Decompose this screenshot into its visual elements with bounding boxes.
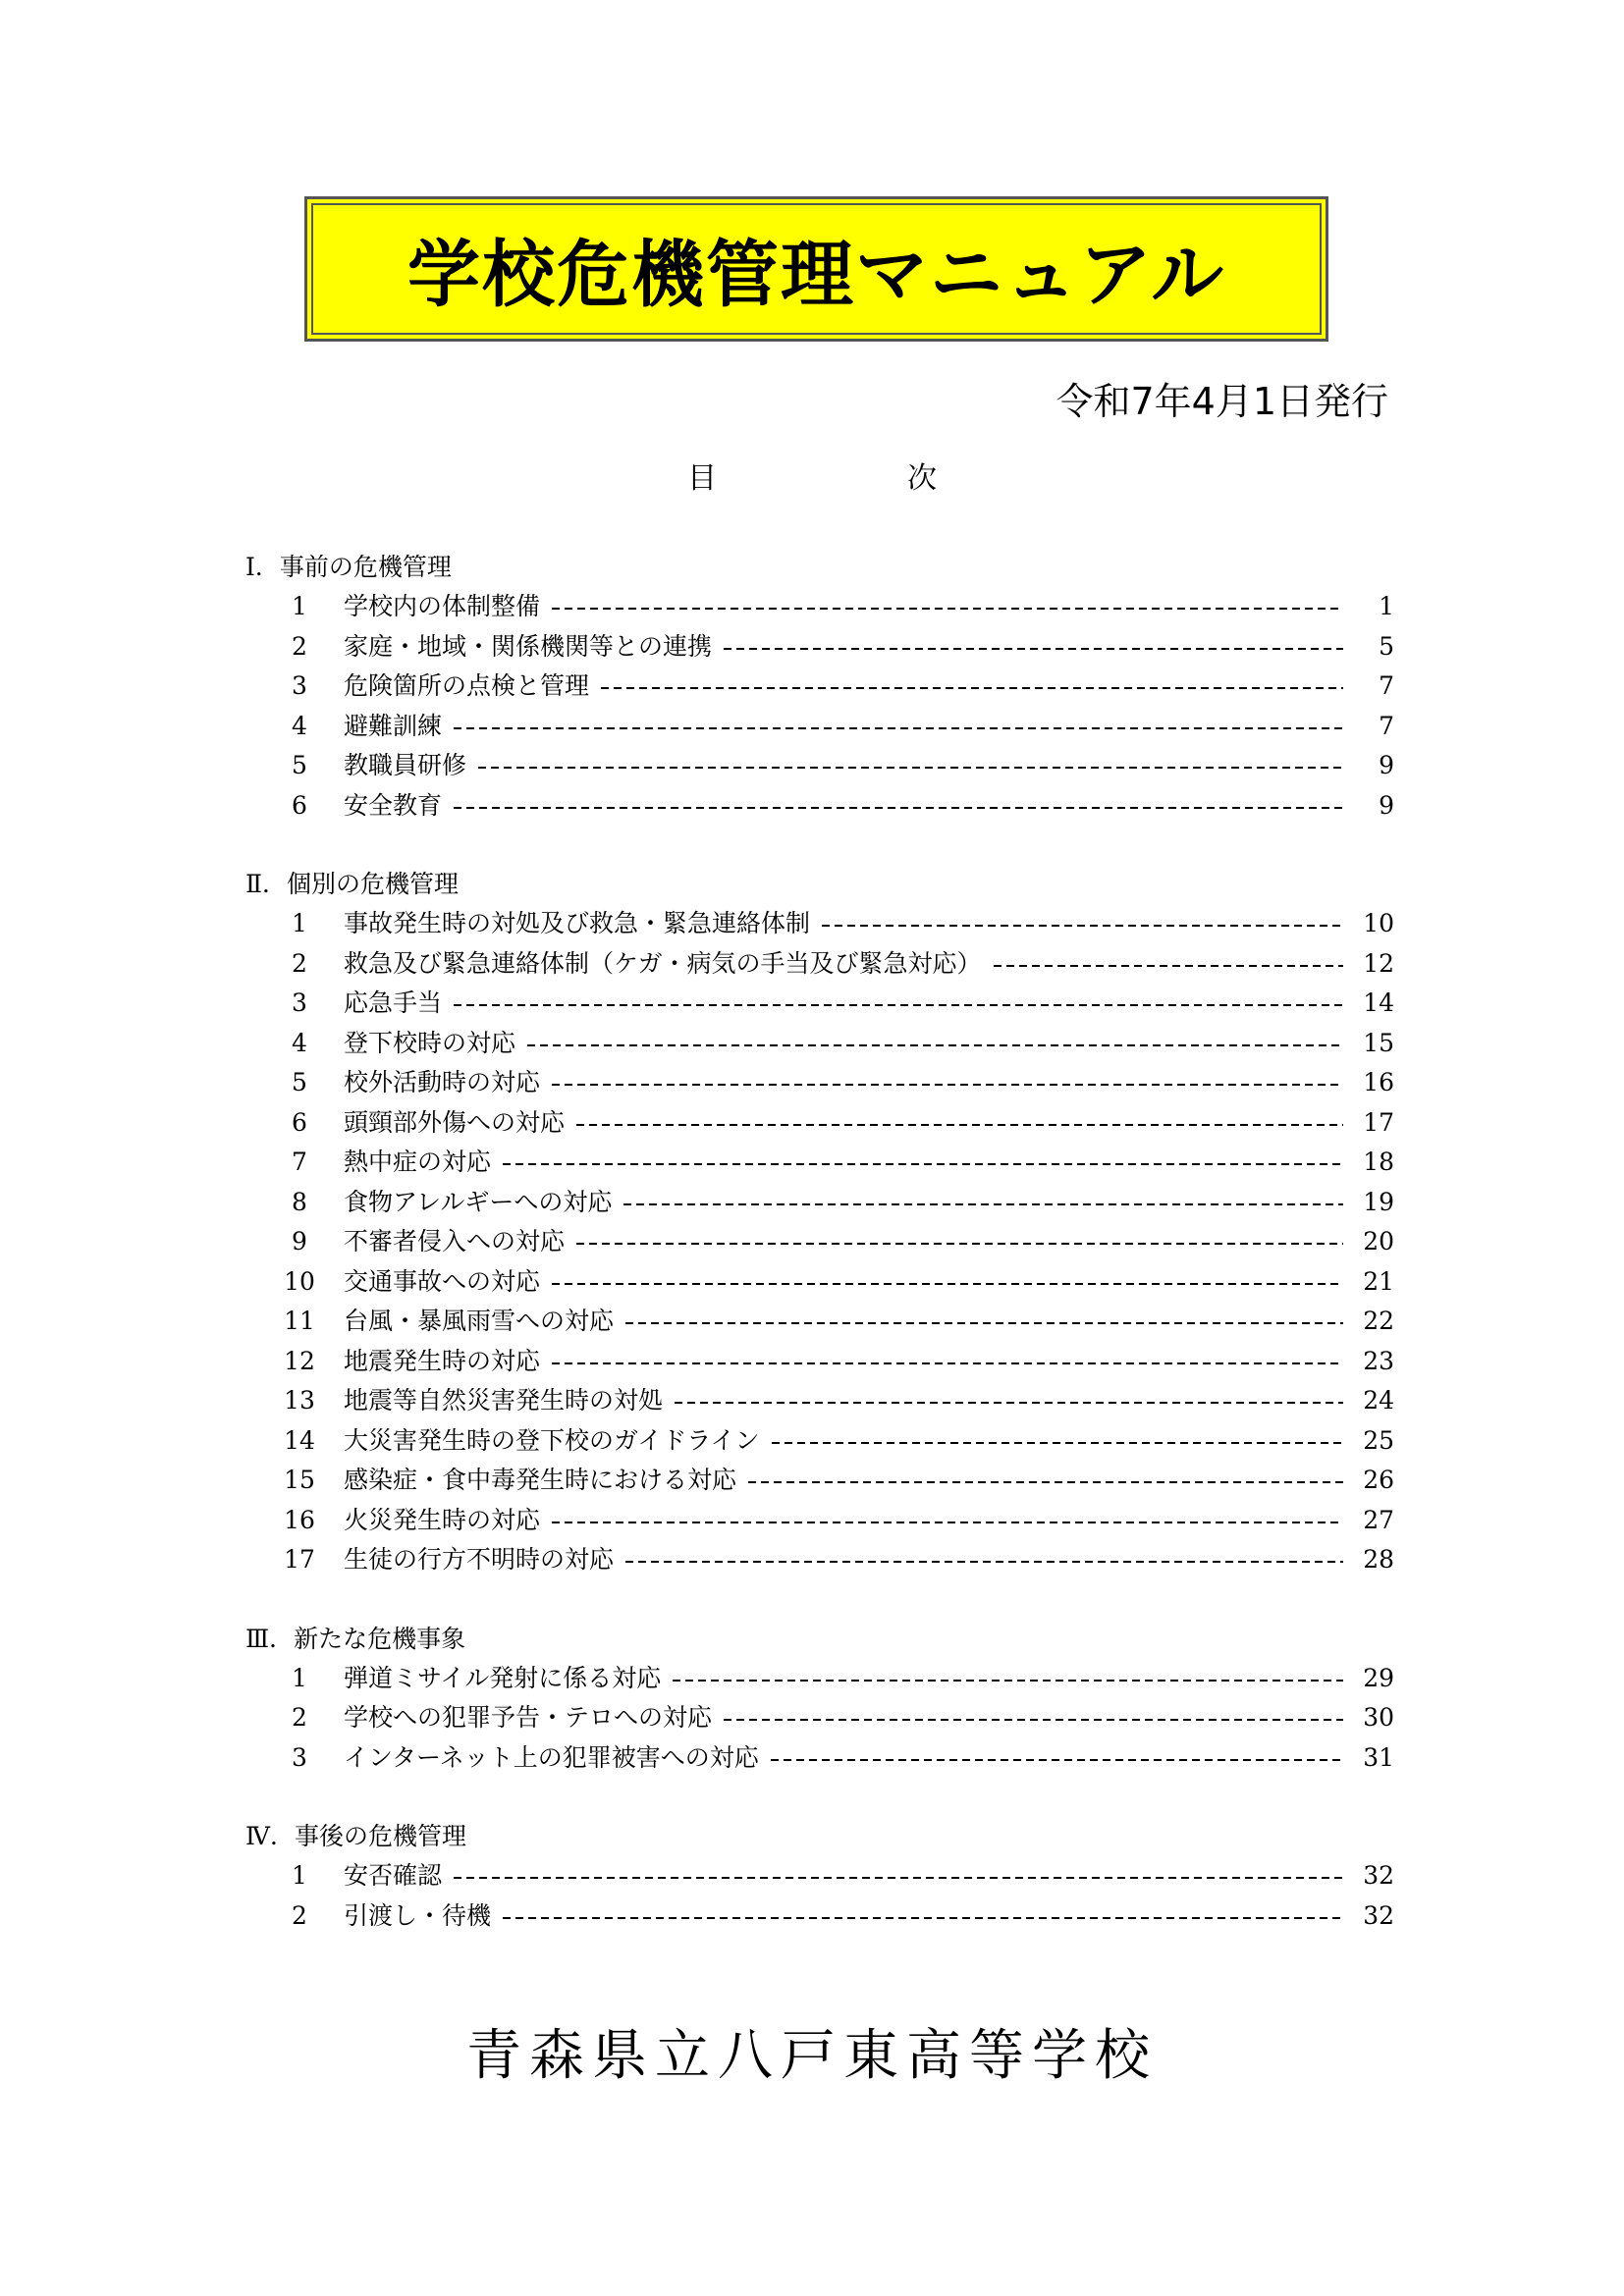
toc-entry: [245, 1103, 1394, 1144]
toc-entry: [245, 707, 1394, 747]
toc-entry: [245, 1896, 1394, 1937]
toc-section: [245, 548, 1394, 826]
toc-entry-number: 3: [292, 988, 307, 1017]
toc-entry-label: 学校への犯罪予告・テロへの対応: [344, 1703, 713, 1732]
toc-entry-label: 安否確認: [344, 1861, 443, 1890]
toc-leader-line: [994, 965, 1343, 967]
toc-entry-page: 12: [1363, 948, 1394, 978]
toc-entry-label: 生徒の行方不明時の対応: [344, 1545, 615, 1574]
toc-entry: [245, 1024, 1394, 1064]
toc-entry-page: 10: [1363, 909, 1394, 937]
toc-entry-number: 3: [292, 671, 307, 700]
toc-entry-page: 29: [1363, 1663, 1394, 1692]
toc-entry-label: 食物アレルギーへの対応: [344, 1187, 613, 1216]
toc-leader-line: [623, 1203, 1343, 1205]
toc-section-title: Ⅰ．事前の危機管理: [245, 553, 452, 581]
toc-entry-label: 事故発生時の対処及び救急・緊急連絡体制: [344, 909, 811, 937]
toc-entry: [245, 1421, 1394, 1462]
toc-leader-line: [478, 767, 1343, 769]
toc-entry-label: 頭頸部外傷への対応: [344, 1107, 566, 1137]
toc-entry: [245, 1342, 1394, 1382]
toc-entry-label: 火災発生時の対応: [344, 1505, 541, 1534]
toc-entry: [245, 1183, 1394, 1223]
toc-entry: [245, 1659, 1394, 1699]
toc-entry-number: 4: [292, 1028, 307, 1057]
toc-entry-label: 家庭・地域・関係機関等との連携: [344, 631, 713, 661]
toc-entry-label: 学校内の体制整備: [344, 592, 541, 620]
toc-entry: [245, 1143, 1394, 1183]
issue-date: 令和7年4月1日発行: [1056, 380, 1388, 423]
toc-entry-number: 3: [292, 1742, 307, 1772]
toc-entry-label: 不審者侵入への対応: [344, 1227, 566, 1255]
toc-leader-line: [576, 1124, 1343, 1126]
toc-leader-line: [625, 1322, 1343, 1324]
toc-leader-line: [454, 807, 1343, 809]
toc-entry-number: 17: [284, 1545, 315, 1574]
toc-entry-number: 1: [292, 1663, 307, 1692]
toc-entry: [245, 1063, 1394, 1103]
toc-entry-label: インターネット上の犯罪被害への対応: [344, 1742, 759, 1772]
toc-entry-page: 5: [1379, 631, 1394, 661]
toc-entry-number: 15: [284, 1466, 315, 1494]
toc-entry: [245, 1856, 1394, 1896]
toc-entry-number: 2: [292, 631, 307, 661]
toc-entry-page: 16: [1363, 1068, 1394, 1096]
toc-entry-page: 32: [1363, 1900, 1394, 1930]
toc-entry-number: 14: [284, 1425, 315, 1455]
toc-entry-page: 28: [1363, 1545, 1394, 1574]
toc-entry-page: 9: [1379, 790, 1394, 820]
toc-entry-number: 6: [292, 1107, 307, 1137]
toc-leader-line: [675, 1402, 1343, 1404]
toc-entry-page: 23: [1363, 1346, 1394, 1375]
toc-entry: [245, 1222, 1394, 1262]
toc-entry-label: 熱中症の対応: [344, 1148, 492, 1176]
toc-entry-page: 1: [1379, 592, 1394, 620]
table-of-contents: [245, 548, 1394, 1975]
toc-entry: [245, 587, 1394, 627]
toc-leader-line: [503, 1917, 1343, 1919]
toc-entry-label: 応急手当: [344, 988, 443, 1017]
toc-section-title: Ⅳ．事後の危機管理: [245, 1822, 466, 1850]
toc-entry-page: 30: [1363, 1703, 1394, 1732]
toc-entry: [245, 1262, 1394, 1303]
toc-entry: [245, 667, 1394, 707]
toc-entry-number: 1: [292, 1861, 307, 1890]
toc-entry-label: 救急及び緊急連絡体制（ケガ・病気の手当及び緊急対応）: [344, 948, 982, 978]
toc-entry-page: 9: [1379, 751, 1394, 779]
toc-leader-line: [454, 727, 1343, 729]
toc-entry-number: 10: [284, 1266, 315, 1296]
toc-entry: [245, 1698, 1394, 1738]
toc-section: [245, 865, 1394, 1580]
toc-leader-line: [552, 1362, 1343, 1364]
toc-entry-label: 避難訓練: [344, 711, 443, 740]
toc-section-title: Ⅲ．新たな危機事象: [245, 1624, 466, 1653]
toc-entry-page: 19: [1363, 1187, 1394, 1216]
toc-entry: [245, 746, 1394, 786]
toc-leader-line: [625, 1561, 1343, 1563]
toc-leader-line: [552, 1522, 1343, 1523]
toc-entry-page: 32: [1363, 1861, 1394, 1890]
toc-entry-number: 6: [292, 790, 307, 820]
toc-leader-line: [552, 1084, 1343, 1086]
toc-leader-line: [822, 925, 1343, 927]
toc-leader-line: [748, 1481, 1343, 1483]
toc-entry-number: 2: [292, 1900, 307, 1930]
toc-leader-line: [724, 648, 1343, 650]
toc-entry: [245, 1738, 1394, 1779]
toc-entry-label: 危険箇所の点検と管理: [344, 671, 590, 700]
toc-entry-page: 21: [1363, 1266, 1394, 1296]
toc-entry-label: 弾道ミサイル発射に係る対応: [344, 1663, 662, 1692]
toc-entry: [245, 904, 1394, 944]
toc-entry-label: 登下校時の対応: [344, 1028, 516, 1057]
toc-entry: [245, 1540, 1394, 1580]
toc-entry-number: 12: [284, 1346, 315, 1375]
toc-leader-line: [527, 1044, 1343, 1046]
title-box: [304, 196, 1328, 342]
toc-entry-label: 感染症・食中毒発生時における対応: [344, 1466, 737, 1494]
toc-leader-line: [503, 1163, 1343, 1165]
toc-entry-number: 16: [284, 1505, 315, 1534]
toc-entry: [245, 1381, 1394, 1421]
toc-entry-number: 5: [292, 1068, 307, 1096]
toc-entry-number: 4: [292, 711, 307, 740]
toc-entry-label: 交通事故への対応: [344, 1266, 541, 1296]
toc-leader-line: [552, 1283, 1343, 1285]
toc-entry-page: 20: [1363, 1227, 1394, 1255]
toc-entry-number: 5: [292, 751, 307, 779]
toc-entry-number: 13: [284, 1386, 315, 1415]
toc-entry-page: 18: [1363, 1148, 1394, 1176]
toc-entry-page: 31: [1363, 1742, 1394, 1772]
toc-entry-number: 9: [292, 1227, 307, 1255]
toc-leader-line: [601, 687, 1343, 689]
toc-entry: [245, 1461, 1394, 1501]
toc-entry-page: 26: [1363, 1466, 1394, 1494]
toc-leader-line: [724, 1719, 1343, 1721]
toc-entry-page: 14: [1363, 988, 1394, 1017]
toc-section: [245, 1817, 1394, 1936]
toc-entry: [245, 786, 1394, 827]
toc-entry-page: 7: [1379, 671, 1394, 700]
document-title: 学校危機管理マニュアル: [406, 233, 1226, 317]
toc-entry-label: 大災害発生時の登下校のガイドライン: [344, 1425, 760, 1455]
toc-entry-page: 15: [1363, 1028, 1394, 1057]
toc-entry-label: 台風・暴風雨雪への対応: [344, 1307, 615, 1335]
toc-entry-page: 7: [1379, 711, 1394, 740]
toc-entry-number: 7: [292, 1148, 307, 1176]
toc-leader-line: [771, 1759, 1343, 1761]
toc-leader-line: [576, 1243, 1343, 1245]
toc-leader-line: [552, 608, 1343, 610]
toc-entry-page: 24: [1363, 1386, 1394, 1415]
toc-entry: [245, 944, 1394, 985]
school-name: 青森県立八戸東高等学校: [466, 2024, 1158, 2088]
toc-entry-page: 25: [1363, 1425, 1394, 1455]
toc-entry-label: 地震等自然災害発生時の対処: [344, 1386, 664, 1415]
toc-entry: [245, 984, 1394, 1024]
toc-entry-label: 教職員研修: [344, 751, 467, 779]
toc-entry-number: 1: [292, 592, 307, 620]
toc-entry-number: 8: [292, 1187, 307, 1216]
toc-leader-line: [454, 1877, 1343, 1879]
toc-entry: [245, 1302, 1394, 1342]
toc-leader-line: [454, 1004, 1343, 1006]
toc-entry-page: 17: [1363, 1107, 1394, 1137]
toc-entry-label: 校外活動時の対応: [344, 1068, 541, 1096]
toc-leader-line: [673, 1680, 1343, 1682]
toc-entry-number: 1: [292, 909, 307, 937]
toc-section: [245, 1620, 1394, 1779]
toc-entry-page: 27: [1363, 1505, 1394, 1534]
toc-entry: [245, 627, 1394, 667]
toc-entry-label: 地震発生時の対応: [344, 1346, 541, 1375]
toc-entry-page: 22: [1363, 1307, 1394, 1335]
toc-entry: [245, 1501, 1394, 1541]
toc-entry-label: 安全教育: [344, 790, 443, 820]
toc-entry-number: 2: [292, 948, 307, 978]
toc-entry-label: 引渡し・待機: [344, 1900, 492, 1930]
toc-leader-line: [772, 1442, 1343, 1444]
toc-heading: 目 次: [687, 461, 1017, 496]
toc-entry-number: 2: [292, 1703, 307, 1732]
toc-entry-number: 11: [284, 1307, 315, 1335]
toc-section-title: Ⅱ．個別の危機管理: [245, 870, 459, 898]
